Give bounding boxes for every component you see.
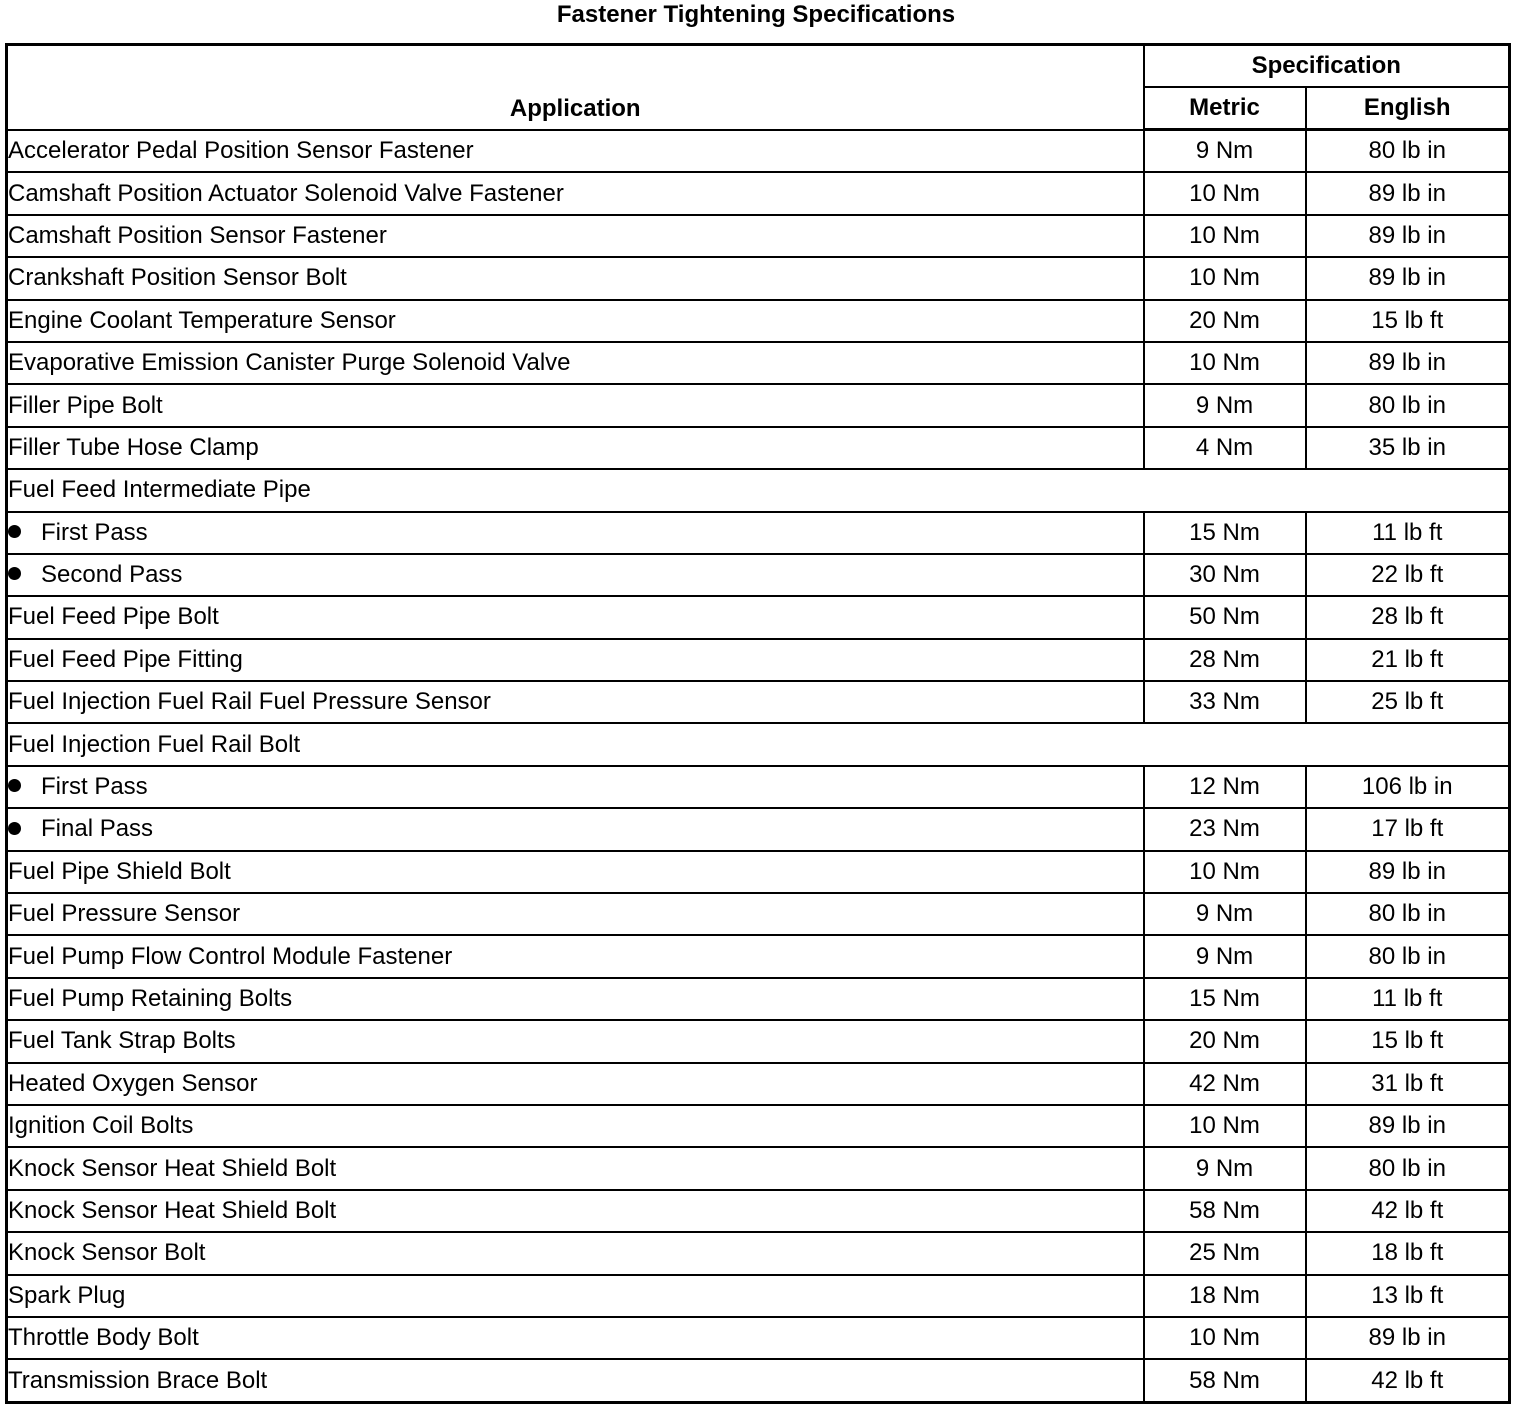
application-label: Camshaft Position Actuator Solenoid Valve Fastener <box>8 179 564 207</box>
application-label: Final Pass <box>41 815 154 843</box>
metric-header: Metric <box>1144 87 1306 130</box>
metric-cell: 12 Nm <box>1144 766 1306 808</box>
metric-cell: 42 Nm <box>1144 1063 1306 1105</box>
application-label: Knock Sensor Heat Shield Bolt <box>8 1196 337 1224</box>
metric-cell: 9 Nm <box>1144 130 1306 173</box>
application-label: Filler Pipe Bolt <box>8 391 163 419</box>
table-row <box>7 1063 1510 1105</box>
metric-cell: 20 Nm <box>1144 1020 1306 1062</box>
table-row <box>7 639 1510 681</box>
application-cell <box>7 300 1144 342</box>
table-row <box>7 512 1510 554</box>
metric-cell: 33 Nm <box>1144 681 1306 723</box>
metric-cell: 58 Nm <box>1144 1190 1306 1232</box>
application-label: Fuel Injection Fuel Rail Fuel Pressure Sensor <box>8 688 491 716</box>
metric-cell: 10 Nm <box>1144 342 1306 384</box>
english-cell: 80 lb in <box>1306 130 1510 173</box>
table-row <box>7 893 1510 935</box>
spec-table <box>5 43 1511 1404</box>
english-cell: 28 lb ft <box>1306 596 1510 638</box>
metric-cell: 15 Nm <box>1144 978 1306 1020</box>
application-label: Fuel Feed Pipe Fitting <box>8 645 243 673</box>
table-row <box>7 257 1510 299</box>
application-cell <box>7 1359 1144 1402</box>
application-cell <box>7 130 1144 173</box>
application-cell <box>7 554 1144 596</box>
table-row <box>7 808 1510 850</box>
table-row <box>7 766 1510 808</box>
table-row <box>7 300 1510 342</box>
english-cell: 17 lb ft <box>1306 808 1510 850</box>
specification-header: Specification <box>1144 45 1510 88</box>
english-cell: 21 lb ft <box>1306 639 1510 681</box>
english-cell: 80 lb in <box>1306 935 1510 977</box>
application-label: Second Pass <box>41 561 183 589</box>
english-cell: 42 lb ft <box>1306 1190 1510 1232</box>
application-label: Filler Tube Hose Clamp <box>8 433 259 461</box>
application-cell <box>7 1147 1144 1189</box>
application-cell <box>7 893 1144 935</box>
english-cell: 89 lb in <box>1306 1105 1510 1147</box>
metric-cell: 10 Nm <box>1144 1105 1306 1147</box>
table-row <box>7 342 1510 384</box>
metric-cell: 23 Nm <box>1144 808 1306 850</box>
metric-cell: 9 Nm <box>1144 935 1306 977</box>
table-row <box>7 554 1510 596</box>
metric-cell: 25 Nm <box>1144 1232 1306 1274</box>
metric-cell: 9 Nm <box>1144 1147 1306 1189</box>
table-row <box>7 1105 1510 1147</box>
table-group-row <box>7 469 1510 511</box>
application-label: First Pass <box>41 518 148 546</box>
application-label: First Pass <box>41 773 148 801</box>
english-cell: 11 lb ft <box>1306 978 1510 1020</box>
application-label: Knock Sensor Heat Shield Bolt <box>8 1154 337 1182</box>
application-cell <box>7 1190 1144 1232</box>
metric-cell: 9 Nm <box>1144 893 1306 935</box>
metric-cell: 10 Nm <box>1144 257 1306 299</box>
application-header: Application <box>7 45 1144 130</box>
english-cell: 106 lb in <box>1306 766 1510 808</box>
table-row <box>7 1317 1510 1359</box>
english-cell: 89 lb in <box>1306 215 1510 257</box>
english-cell: 15 lb ft <box>1306 1020 1510 1062</box>
application-cell <box>7 469 1510 511</box>
bullet-icon <box>8 822 21 835</box>
metric-cell: 10 Nm <box>1144 172 1306 214</box>
table-row <box>7 1275 1510 1317</box>
page-title: Fastener Tightening Specifications <box>556 1 956 28</box>
english-cell: 89 lb in <box>1306 172 1510 214</box>
application-label: Fuel Tank Strap Bolts <box>8 1027 236 1055</box>
metric-cell: 10 Nm <box>1144 215 1306 257</box>
english-cell: 22 lb ft <box>1306 554 1510 596</box>
english-cell: 13 lb ft <box>1306 1275 1510 1317</box>
table-row <box>7 215 1510 257</box>
application-cell <box>7 808 1144 850</box>
metric-cell: 4 Nm <box>1144 427 1306 469</box>
application-label: Crankshaft Position Sensor Bolt <box>8 264 347 292</box>
application-cell <box>7 1063 1144 1105</box>
application-cell <box>7 1275 1144 1317</box>
application-label: Fuel Pipe Shield Bolt <box>8 857 231 885</box>
bullet-icon <box>8 779 21 792</box>
table-row <box>7 1232 1510 1274</box>
application-cell <box>7 257 1144 299</box>
table-row <box>7 596 1510 638</box>
english-cell: 11 lb ft <box>1306 512 1510 554</box>
application-label: Camshaft Position Sensor Fastener <box>8 221 387 249</box>
application-cell <box>7 639 1144 681</box>
table-group-row <box>7 723 1510 765</box>
application-label: Fuel Injection Fuel Rail Bolt <box>8 730 301 758</box>
application-cell <box>7 596 1144 638</box>
application-label: Fuel Pressure Sensor <box>8 900 241 928</box>
table-row <box>7 1359 1510 1402</box>
application-cell <box>7 1020 1144 1062</box>
application-cell <box>7 427 1144 469</box>
application-cell <box>7 342 1144 384</box>
bullet-icon <box>8 525 21 538</box>
application-label: Fuel Feed Intermediate Pipe <box>8 476 311 504</box>
table-row <box>7 851 1510 893</box>
table-row <box>7 978 1510 1020</box>
english-cell: 89 lb in <box>1306 1317 1510 1359</box>
english-cell: 18 lb ft <box>1306 1232 1510 1274</box>
application-label: Accelerator Pedal Position Sensor Fastener <box>8 136 474 164</box>
application-label: Ignition Coil Bolts <box>8 1112 194 1140</box>
table-row <box>7 1147 1510 1189</box>
metric-cell: 58 Nm <box>1144 1359 1306 1402</box>
english-cell: 89 lb in <box>1306 851 1510 893</box>
application-cell <box>7 384 1144 426</box>
english-cell: 80 lb in <box>1306 893 1510 935</box>
table-header <box>7 45 1510 130</box>
metric-cell: 30 Nm <box>1144 554 1306 596</box>
application-cell <box>7 172 1144 214</box>
table-row <box>7 172 1510 214</box>
application-cell <box>7 978 1144 1020</box>
application-label: Engine Coolant Temperature Sensor <box>8 306 396 334</box>
metric-cell: 9 Nm <box>1144 384 1306 426</box>
application-label: Knock Sensor Bolt <box>8 1239 206 1267</box>
english-cell: 42 lb ft <box>1306 1359 1510 1402</box>
metric-cell: 10 Nm <box>1144 1317 1306 1359</box>
metric-cell: 28 Nm <box>1144 639 1306 681</box>
table-body <box>7 130 1510 1403</box>
english-cell: 80 lb in <box>1306 384 1510 426</box>
application-label: Fuel Pump Retaining Bolts <box>8 985 293 1012</box>
bullet-icon <box>8 567 21 580</box>
english-cell: 80 lb in <box>1306 1147 1510 1189</box>
table-row <box>7 1190 1510 1232</box>
application-label: Evaporative Emission Canister Purge Solenoid Valve <box>8 349 571 377</box>
application-label: Heated Oxygen Sensor <box>8 1069 258 1097</box>
application-label: Fuel Pump Flow Control Module Fastener <box>8 942 453 970</box>
english-cell: 35 lb in <box>1306 427 1510 469</box>
application-label: Spark Plug <box>8 1281 126 1309</box>
application-cell <box>7 935 1144 977</box>
english-cell: 15 lb ft <box>1306 300 1510 342</box>
application-label: Fuel Feed Pipe Bolt <box>8 603 219 631</box>
table-row <box>7 1020 1510 1062</box>
application-cell <box>7 851 1144 893</box>
metric-cell: 15 Nm <box>1144 512 1306 554</box>
application-cell <box>7 512 1144 554</box>
application-cell <box>7 1317 1144 1359</box>
english-cell: 89 lb in <box>1306 342 1510 384</box>
table-row <box>7 681 1510 723</box>
metric-cell: 10 Nm <box>1144 851 1306 893</box>
application-cell <box>7 723 1510 765</box>
application-cell <box>7 1232 1144 1274</box>
application-label: Transmission Brace Bolt <box>8 1366 268 1394</box>
application-cell <box>7 681 1144 723</box>
table-row <box>7 384 1510 426</box>
application-cell <box>7 215 1144 257</box>
application-cell <box>7 1105 1144 1147</box>
metric-cell: 50 Nm <box>1144 596 1306 638</box>
metric-cell: 18 Nm <box>1144 1275 1306 1317</box>
english-cell: 89 lb in <box>1306 257 1510 299</box>
english-cell: 25 lb ft <box>1306 681 1510 723</box>
table-row <box>7 427 1510 469</box>
application-cell <box>7 766 1144 808</box>
english-cell: 31 lb ft <box>1306 1063 1510 1105</box>
metric-cell: 20 Nm <box>1144 300 1306 342</box>
table-row <box>7 130 1510 173</box>
application-label: Throttle Body Bolt <box>8 1324 199 1352</box>
table-row <box>7 935 1510 977</box>
english-header: English <box>1306 87 1510 130</box>
